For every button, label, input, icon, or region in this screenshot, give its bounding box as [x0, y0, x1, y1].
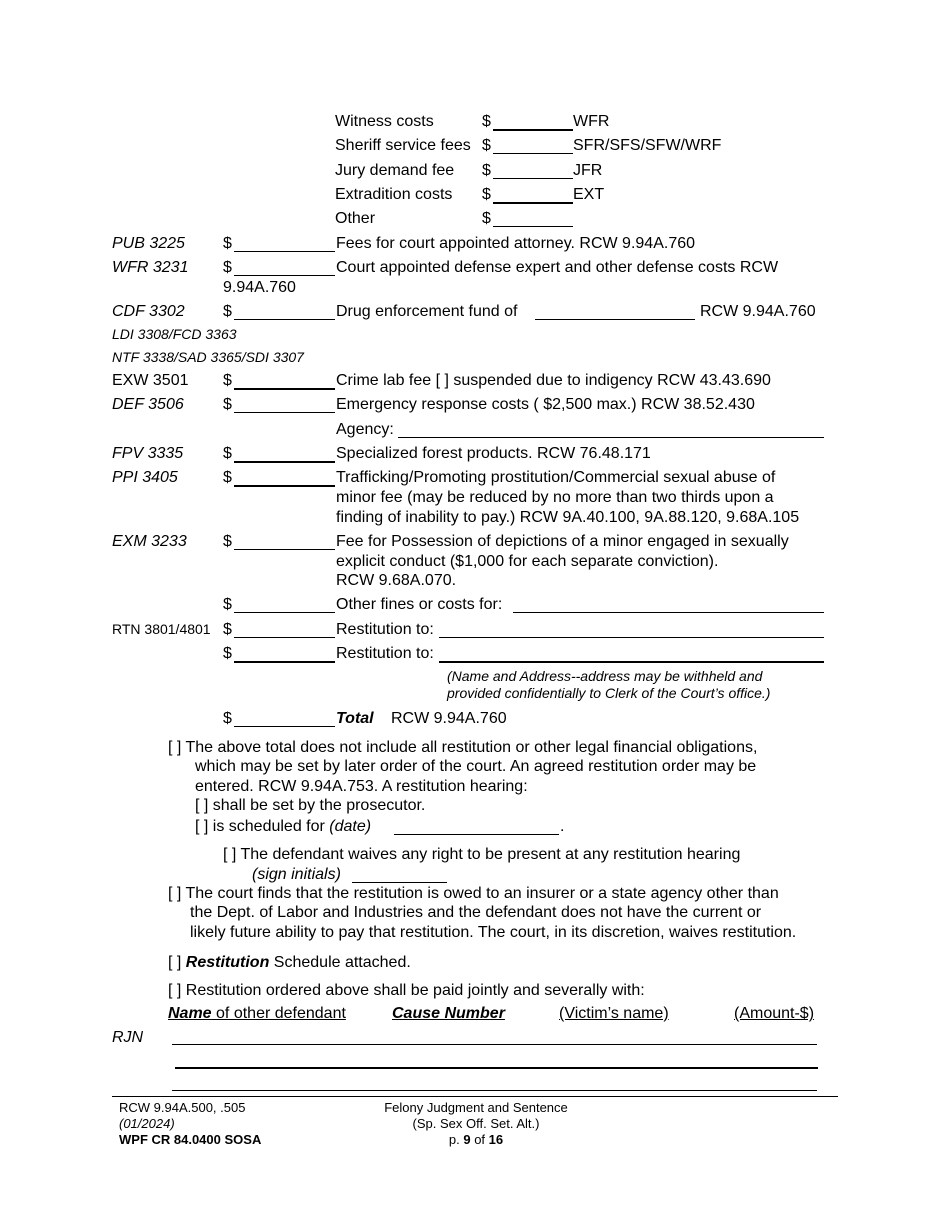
fee-description: finding of inability to pay.) RCW 9A.40.100, 9A.88.120, 9.68A.105: [336, 509, 800, 526]
dollar-sign: $: [482, 162, 491, 179]
fee-code: RTN 3801/4801: [112, 621, 211, 637]
amount-blank[interactable]: [234, 319, 335, 320]
fee-description: Fees for court appointed attorney. RCW 9.94A.760: [336, 235, 696, 252]
fee-description: Fee for Possession of depictions of a minor engaged in sexually: [336, 533, 789, 550]
dollar-sign: $: [223, 533, 232, 550]
address-note: provided confidentially to Clerk of the Court’s office.): [447, 685, 771, 701]
cost-label: Sheriff service fees: [335, 137, 471, 154]
amount-blank[interactable]: [234, 412, 335, 413]
insurer-clause: likely future ability to pay that restitution. The court, in its discretion, waives restitution.: [190, 924, 797, 941]
cost-label: Extradition costs: [335, 186, 453, 203]
period: .: [560, 818, 565, 835]
fee-code: PPI 3405: [112, 469, 178, 486]
dollar-sign: $: [223, 259, 232, 276]
rjn-code: RJN: [112, 1029, 144, 1046]
address-note: (Name and Address--address may be withheld and: [447, 668, 763, 684]
restitution-to-blank[interactable]: [439, 661, 824, 663]
hearing-option-prosecutor[interactable]: [ ] shall be set by the prosecutor.: [195, 797, 426, 814]
dollar-sign: $: [223, 372, 232, 389]
fee-description: explicit conduct ($1,000 for each separate conviction).: [336, 553, 719, 570]
dollar-sign: $: [223, 469, 232, 486]
cost-label: Witness costs: [335, 113, 434, 130]
total-rcw: RCW 9.94A.760: [391, 710, 507, 727]
footer-date: (01/2024): [119, 1116, 175, 1131]
cost-code: EXT: [573, 186, 605, 203]
other-fines-blank[interactable]: [513, 612, 824, 613]
restitution-clause: which may be set by later order of the court. An agreed restitution order may be: [195, 758, 757, 775]
fee-description: Emergency response costs ( $2,500 max.) RCW 38.52.430: [336, 396, 755, 413]
amount-blank[interactable]: [234, 251, 335, 252]
insurer-clause: the Dept. of Labor and Industries and the defendant does not have the current or: [190, 904, 762, 921]
amount-blank[interactable]: [234, 637, 335, 638]
amount-blank[interactable]: [493, 153, 573, 154]
fee-description: minor fee (may be reduced by no more than two thirds upon a: [336, 489, 774, 506]
dollar-sign: $: [482, 210, 491, 227]
dollar-sign: $: [223, 596, 232, 613]
checkbox[interactable]: [ ]: [168, 954, 182, 971]
initials-blank[interactable]: [352, 882, 447, 883]
fee-description: Drug enforcement fund of: [336, 303, 518, 320]
dollar-sign: $: [482, 186, 491, 203]
cost-label: Jury demand fee: [335, 162, 455, 179]
schedule-attached[interactable]: [168, 953, 411, 972]
fee-description: Restitution to:: [336, 621, 434, 638]
fee-description-cont: 9.94A.760: [223, 279, 296, 296]
name-rest: of other defendant: [216, 1005, 346, 1022]
fee-description: Restitution to:: [336, 645, 434, 662]
schedule-text: Schedule attached.: [273, 954, 411, 971]
restitution-to-blank[interactable]: [439, 637, 824, 638]
amount-blank[interactable]: [234, 661, 335, 663]
date-blank[interactable]: [394, 834, 559, 835]
footer-title: Felony Judgment and Sentence: [384, 1100, 568, 1115]
fee-code: NTF 3338/SAD 3365/SDI 3307: [112, 349, 304, 365]
fee-code: WFR 3231: [112, 259, 189, 276]
page-of: of: [474, 1132, 486, 1147]
waive-clause[interactable]: [ ] The defendant waives any right to be present at any restitution hearing: [223, 846, 741, 863]
fee-description: RCW 9.68A.070.: [336, 572, 457, 589]
col-name-header: [168, 1004, 346, 1023]
hearing-scheduled-label: [ ] is scheduled for: [195, 818, 325, 835]
fee-code: EXW 3501: [112, 372, 189, 389]
agency-blank[interactable]: [398, 437, 824, 438]
footer-rcw: RCW 9.94A.500, .505: [119, 1100, 246, 1115]
fee-description: Other fines or costs for:: [336, 596, 503, 613]
fee-description: Court appointed defense expert and other defense costs RCW: [336, 259, 779, 276]
fee-code: PUB 3225: [112, 235, 185, 252]
defendant-line[interactable]: [175, 1067, 818, 1069]
total-label: Total: [336, 710, 374, 727]
footer-form-number: WPF CR 84.0400 SOSA: [119, 1132, 262, 1147]
dollar-sign: $: [482, 137, 491, 154]
defendant-line[interactable]: [172, 1090, 817, 1091]
fee-code: FPV 3335: [112, 445, 184, 462]
name-bold: Name: [168, 1005, 212, 1022]
fee-code: CDF 3302: [112, 303, 185, 320]
amount-blank[interactable]: [234, 461, 335, 463]
footer-subtitle: (Sp. Sex Off. Set. Alt.): [412, 1116, 540, 1131]
amount-blank[interactable]: [493, 129, 573, 131]
dollar-sign: $: [223, 235, 232, 252]
fund-name-blank[interactable]: [535, 319, 695, 320]
amount-blank[interactable]: [234, 275, 335, 276]
footer-page: [376, 1132, 576, 1148]
amount-blank[interactable]: [234, 726, 335, 727]
agency-label: Agency:: [336, 421, 394, 438]
dollar-sign: $: [223, 710, 232, 727]
amount-blank[interactable]: [493, 226, 573, 227]
cost-label: Other: [335, 210, 376, 227]
cost-code: SFR/SFS/SFW/WRF: [573, 137, 722, 154]
insurer-clause[interactable]: [ ] The court finds that the restitution is owed to an insurer or a state agency other than: [168, 885, 779, 902]
fee-code: DEF 3506: [112, 396, 184, 413]
dollar-sign: $: [223, 621, 232, 638]
dollar-sign: $: [223, 445, 232, 462]
fee-rcw: RCW 9.94A.760: [700, 303, 816, 320]
cost-code: WFR: [573, 113, 610, 130]
restitution-clause[interactable]: [ ] The above total does not include all restitution or other legal financial obligations,: [168, 739, 758, 756]
col-cause-header: Cause Number: [392, 1005, 505, 1022]
joint-clause[interactable]: [ ] Restitution ordered above shall be paid jointly and severally with:: [168, 982, 645, 999]
amount-blank[interactable]: [234, 549, 335, 550]
page-number: 9: [463, 1132, 471, 1147]
fee-code: EXM 3233: [112, 533, 187, 550]
dollar-sign: $: [223, 396, 232, 413]
dollar-sign: $: [482, 113, 491, 130]
footer-divider: [112, 1096, 838, 1097]
restitution-clause: entered. RCW 9.94A.753. A restitution hearing:: [195, 778, 528, 795]
amount-blank[interactable]: [493, 202, 573, 204]
amount-blank[interactable]: [234, 485, 335, 487]
page-total: 16: [488, 1132, 504, 1147]
col-victim-header: (Victim’s name): [559, 1005, 669, 1022]
cost-code: JFR: [573, 162, 603, 179]
sign-initials-label: (sign initials): [252, 866, 341, 883]
defendant-line[interactable]: [172, 1044, 817, 1045]
fee-code: LDI 3308/FCD 3363: [112, 326, 237, 342]
dollar-sign: $: [223, 303, 232, 320]
restitution-bold: Restitution: [185, 954, 270, 971]
dollar-sign: $: [223, 645, 232, 662]
amount-blank[interactable]: [234, 388, 335, 390]
fee-description: Crime lab fee [ ] suspended due to indigency RCW 43.43.690: [336, 372, 771, 389]
amount-blank[interactable]: [234, 612, 335, 613]
page-prefix: p.: [448, 1132, 460, 1147]
amount-blank[interactable]: [493, 178, 573, 179]
fee-description: Specialized forest products. RCW 76.48.171: [336, 445, 651, 462]
date-label: (date): [329, 818, 372, 835]
col-amount-header: (Amount-$): [734, 1005, 815, 1022]
fee-description: Trafficking/Promoting prostitution/Commercial sexual abuse of: [336, 469, 776, 486]
hearing-option-scheduled[interactable]: [195, 817, 371, 836]
